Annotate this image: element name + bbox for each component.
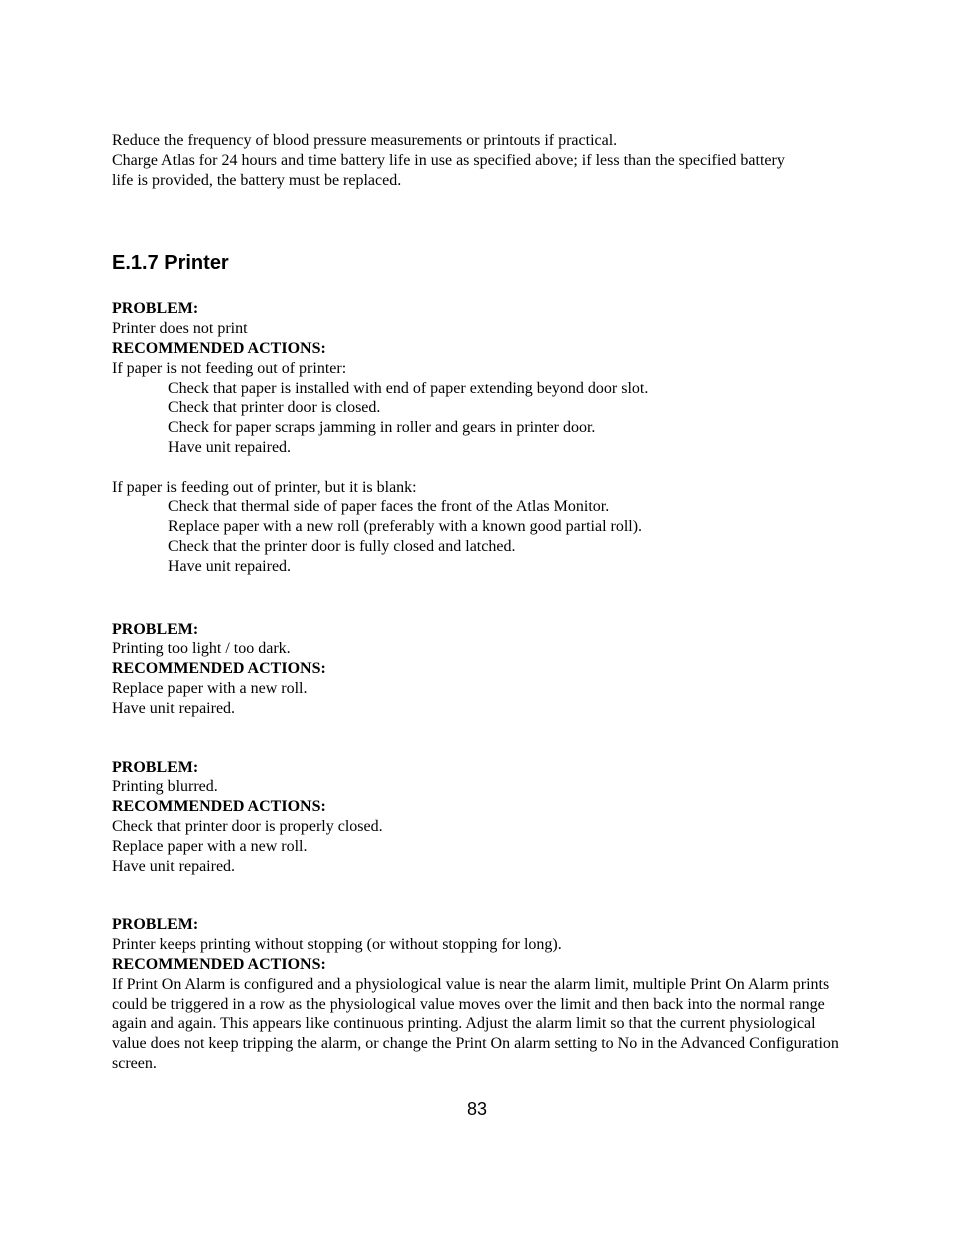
actions-label: RECOMMENDED ACTIONS:	[112, 660, 326, 678]
action-item: Replace paper with a new roll.	[112, 837, 308, 855]
intro-line-2: Charge Atlas for 24 hours and time battery life in use as specified above; if less than the specified battery	[112, 151, 785, 169]
actions-label: RECOMMENDED ACTIONS:	[112, 955, 326, 973]
action-step: Check that printer door is closed.	[168, 399, 381, 417]
problem-block-1	[112, 299, 852, 576]
action-step: Have unit repaired.	[168, 557, 292, 575]
action-item: Have unit repaired.	[112, 699, 236, 717]
problem-block-3	[112, 758, 852, 877]
intro-line-1: Reduce the frequency of blood pressure measurements or printouts if practical.	[112, 132, 618, 149]
action-item: Check that printer door is properly closed.	[112, 817, 383, 835]
problem-text: Printing too light / too dark.	[112, 640, 291, 658]
actions-label: RECOMMENDED ACTIONS:	[112, 798, 326, 816]
action-step: Check that paper is installed with end of paper extending beyond door slot.	[168, 379, 649, 397]
action-step: Check that the printer door is fully closed and latched.	[168, 537, 516, 555]
action-step: Check that thermal side of paper faces the front of the Atlas Monitor.	[168, 498, 610, 516]
action-step: Check for paper scraps jamming in roller and gears in printer door.	[168, 419, 596, 437]
intro-line-3: life is provided, the battery must be replaced.	[112, 171, 402, 189]
action-item: Replace paper with a new roll.	[112, 679, 308, 697]
problem-label: PROBLEM:	[112, 300, 199, 318]
section-title: E.1.7 Printer	[112, 252, 229, 275]
page-number: 83	[466, 1099, 488, 1119]
problem-label: PROBLEM:	[112, 758, 199, 776]
action-item: Have unit repaired.	[112, 857, 236, 875]
problem-label: PROBLEM:	[112, 620, 199, 638]
document-page	[112, 131, 852, 1074]
action-step: Have unit repaired.	[168, 438, 292, 456]
action-step: Replace paper with a new roll (preferably with a known good partial roll).	[168, 518, 643, 536]
problem-block-4	[112, 915, 852, 1073]
action-paragraph: If Print On Alarm is configured and a physiological value is near the alarm limit, multiple Print On Alarm prints could be triggered in a row as the physiological value moves over the limit and then back into the normal range again and again. This appears like continuous printing. Adjust the alarm limit so that the current physiological value does not keep tripping the alarm, or change the Print On alarm setting to No in the Advanced Configuration screen.	[112, 975, 839, 1072]
intro-block	[112, 131, 852, 190]
problem-text: Printer keeps printing without stopping (or without stopping for long).	[112, 936, 562, 954]
problem-label: PROBLEM:	[112, 916, 199, 934]
problem-text: Printing blurred.	[112, 778, 218, 796]
case-intro: If paper is not feeding out of printer:	[112, 359, 347, 377]
actions-label: RECOMMENDED ACTIONS:	[112, 339, 326, 357]
case-intro: If paper is feeding out of printer, but it is blank:	[112, 478, 417, 496]
problem-block-2	[112, 620, 852, 719]
problem-text: Printer does not print	[112, 320, 248, 338]
